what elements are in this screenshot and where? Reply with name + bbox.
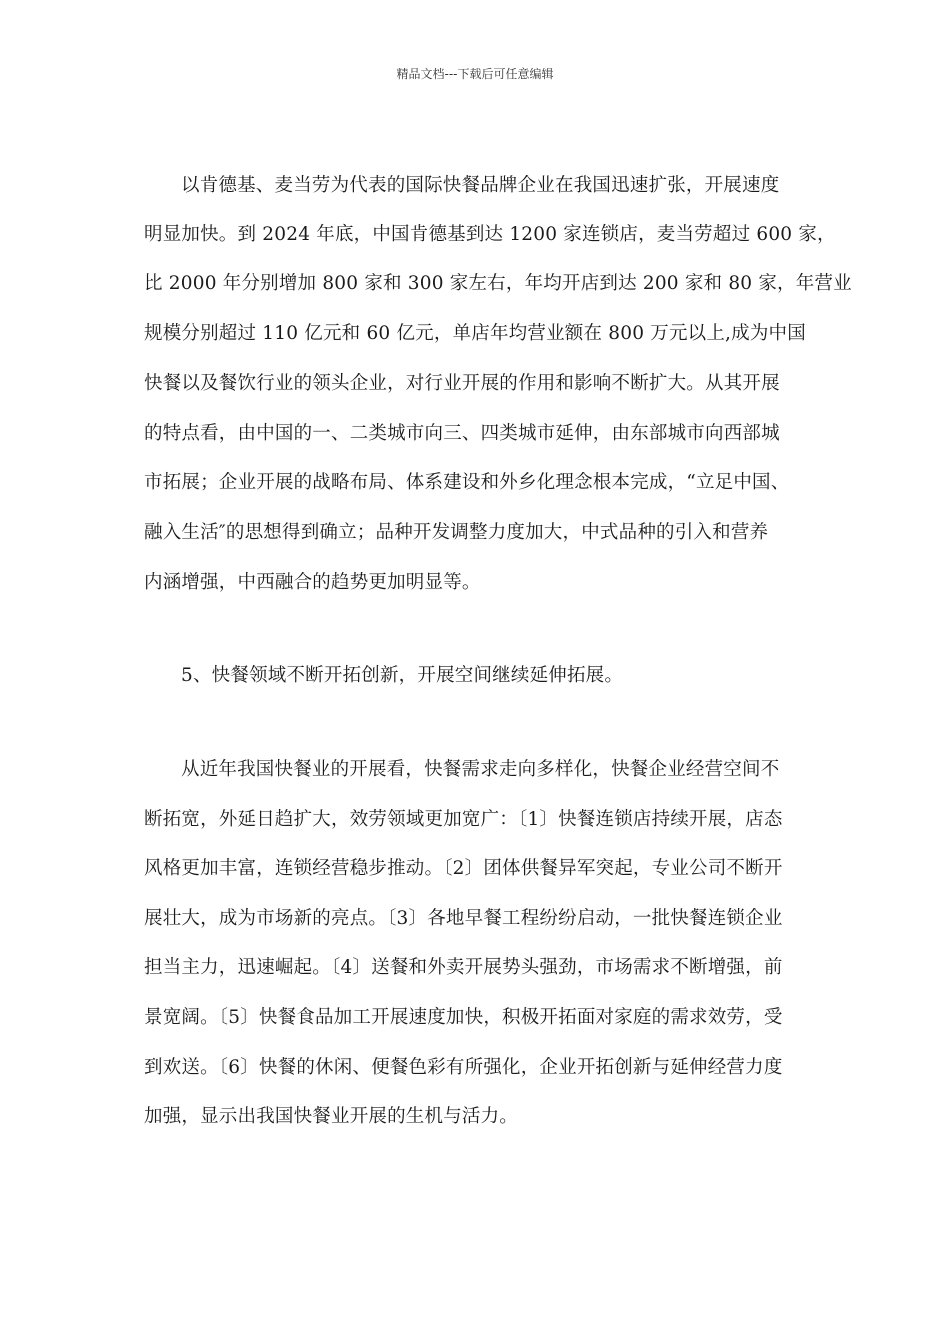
paragraph-line: 到欢送。〔6〕快餐的休闲、便餐色彩有所强化，企业开拓创新与延伸经营力度 (144, 1057, 783, 1078)
paragraph-line: 快餐以及餐饮行业的领头企业，对行业开展的作用和影响不断扩大。从其开展 (144, 373, 780, 394)
paragraph-line: 明显加快。到 2024 年底，中国肯德基到达 1200 家连锁店，麦当劳超过 600 家， (144, 224, 836, 245)
page-header: 精品文档---下载后可任意编辑 (396, 67, 554, 81)
paragraph-line: 风格更加丰富，连锁经营稳步推动。〔2〕团体供餐异军突起，专业公司不断开 (144, 858, 783, 879)
paragraph-line: 从近年我国快餐业的开展看，快餐需求走向多样化，快餐企业经营空间不 (181, 759, 780, 780)
paragraph-line: 规模分别超过 110 亿元和 60 亿元，单店年均营业额在 800 万元以上,成为中国 (144, 323, 806, 344)
paragraph-line: 融入生活″的思想得到确立；品种开发调整力度加大，中式品种的引入和营养 (144, 522, 769, 543)
paragraph-line: 断拓宽，外延日趋扩大，效劳领域更加宽广：〔1〕快餐连锁店持续开展，店态 (144, 809, 783, 830)
paragraph-line: 市拓展；企业开展的战略布局、体系建设和外乡化理念根本完成，“立足中国、 (144, 472, 790, 493)
paragraph-line: 展壮大，成为市场新的亮点。〔3〕各地早餐工程纷纷启动，一批快餐连锁企业 (144, 908, 783, 929)
paragraph-line: 担当主力，迅速崛起。〔4〕送餐和外卖开展势头强劲，市场需求不断增强，前 (144, 957, 783, 978)
section-heading: 5、快餐领域不断开拓创新，开展空间继续延伸拓展。 (181, 665, 624, 686)
paragraph-line: 加强，显示出我国快餐业开展的生机与活力。 (144, 1106, 519, 1127)
paragraph-line: 内涵增强，中西融合的趋势更加明显等。 (144, 572, 481, 593)
paragraph-line: 以肯德基、麦当劳为代表的国际快餐品牌企业在我国迅速扩张，开展速度 (181, 175, 780, 196)
paragraph-line: 比 2000 年分别增加 800 家和 300 家左右，年均开店到达 200 家和 80 家，年营业 (144, 273, 852, 294)
paragraph-line: 景宽阔。〔5〕快餐食品加工开展速度加快，积极开拓面对家庭的需求效劳，受 (144, 1007, 783, 1028)
paragraph-line: 的特点看，由中国的一、二类城市向三、四类城市延伸，由东部城市向西部城 (144, 423, 780, 444)
